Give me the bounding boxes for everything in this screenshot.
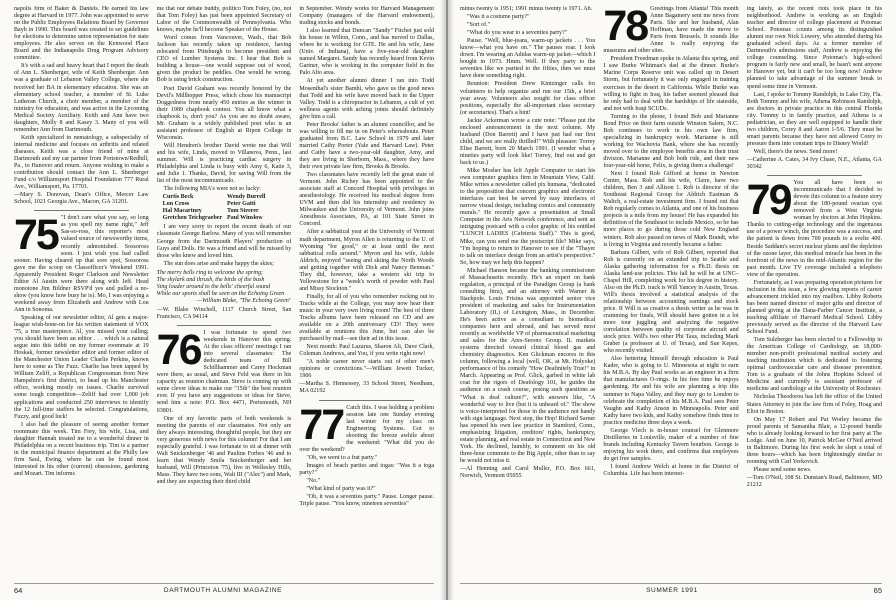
column-4 [460,6,595,578]
page-number-left: 64 [14,586,23,595]
signature: —Catherine A. Cates, 34 Ivy Chase, N.E., Atlanta, GA 30342 [746,156,882,171]
paragraph: Speaking of our newsletter editor, Al gets a major-league wish-bone-on for his written statement of VOX '75, a true masterpiece. Al, you missed your calling; you should have been an editor . . . which is a natural segue into this tidbit on my former roommate at 19 Hoskak, former newsletter editor and former editor of the Manchester Union Leader Charlie Perkins, known here to some as The Fuzz. Charlie has been tapped by William Zeliff, a Republican Congressman from New Hampshire's first district, to head up his Manchester office, working mostly on issues. Charlie survived some tough competition—Zeliff had over 1,000 job applications and conducted 250 interviews to identify the 12 full-time staffers he selected. Congratulations, Fuzzy, and good luck! [14,314,149,420]
paragraph: Tom Sulzberger has been elected to a Fellowship in the American College of Cardiology, an 18,000-member non-profit professional medical society and teaching institution which is dedicated to fostering optimal cardiovascular care and disease prevention. Tom is a graduate of the Johns Hopkins School of Medicine and currently is assistant professor of medicine and cardiology at the University of Rochester. [746,337,882,393]
paragraph: Barbara Gilbert, wife of Rob Gilbert, reported that Rob is currently on an extended trip to Seattle and Alaska gathering information for a Ph.D. thesis on Alaska land-use policies. This fall he will be at UNC–Chapel Hill, completing work for his degree in history. Also on the Ph.D. track is Will Yancey in Austin, Texas. Will's thesis involved a statistical analysis of the relationship between accounting earnings and stock price. If Will is as creative a thesis writer as he was in cramming for finals, Will should have gotten in a lot more tour juggling and analyzing the negative correlation between quality of corporate aircraft and stock price. Will's two other Phi Taus, including Mark Graber (a professor at U. of Texas), and Sue Kepes, who recently visited. [603,249,739,355]
paragraph: "Sort of." [467,22,491,29]
verse-credit: —William Blake, "The Echoing Green" [196,297,292,304]
paragraph: Nicholas Theodorou has left the office of the United States Attorney to join the law firm of Foley, Hoag and Eliot in Boston. [746,394,882,415]
paragraph: napolis firm of Baker & Daniels. He earned his law degree at Harvard in 1977. John was appointed to serve on the Public Employees Relations Board by Governor Bayh in 1990. This board was created to set guidelines for elections to determine union representation for state employees. He also serves on the Kenwood Place Board and the Indianapolis Drug Program Advisory committee. [14,6,149,62]
verse-line: The merry bells ring to welcome the spring; [156,269,263,276]
paragraph: George Vlech is in-house counsel for Glenmore Distilleries in Louisville, maker of a number of fine brands including Kentucky Tavern bourbon. George is enjoying his work there, and confirms that employees do get free samples. [603,427,739,462]
signature: —W. Blake Winchell, 1117 Church Street, San Francisco, CA 94114 [156,306,292,320]
mia-name: Gretchen Teichgraeber [162,215,223,222]
column-1 [14,6,149,578]
mia-name: Hal Macartney [162,208,202,215]
paragraph: I am very sorry to report the recent death of our classmate George Barlow. Many of you will remember George from the Dartmouth Players' production of Guys and Dolls. He was a friend and will be missed by those who knew and loved him. [156,224,292,259]
paragraph: minus twenty is 1951; 1991 minus twenty is 1971. Ah. [460,6,593,12]
footer-rule [460,583,882,584]
gutter-shadow [440,0,446,600]
paragraph: At yet another alumni dinner I ran into Todd Mosenthal's sister Bambi, who gave us the good news that Todd and his wife have moved back to the Upper Valley. Todd is a chiropractor in Lebanon, a cult of yet wellness agents with aching joints should definitely give him a call. [299,78,435,120]
paragraph: Poet David Graham was recently honored by the Devil's Millhopper Press, which chose his manuscript Doggedness from nearly 450 entries as the winner in their 1989 chapbook contest. You all know what a chapbook is, don't you? As you are no doubt aware, Mr. Graham is a widely published poet who is an assistant professor of English at Ripon College in Wisconsin. [156,85,292,141]
verse-line: Sing louder around to the bells' cheerful sound [156,283,271,290]
signature: —Tom O'Neil, 108 St. Dunstan's Road, Baltimore, MD 21212 [746,475,882,489]
paragraph: Two classmates have recently left the great state of Vermont. John Richey has been appointed to the associate staff at Concord Hospital with privileges in anesthesiology. He received his medical degree from UVM and then did his internship and residency in Milwaukee and the University of Vermont. John joins Anesthesia Associates, PA, at 101 State Street in Concord. [299,172,435,228]
paragraph: Turning to the phone, I found Bob and Marianne Bond Price on their farm outside Winston Salem, N.C. Bob continues to work in his own law firm, specializing in bankruptcy work. Marianne is still working for Wachovia Bank, where she has recently moved over to the employee benefits area in their trust division. Marianne and Bob both ride, and their new four-year-old horse, Felix, is giving them a challenge! [603,113,739,170]
paragraph: in September. Wendy works for Harvard Management Company (managers of the Harvard endowment), trading stocks and bonds. [299,6,435,27]
class-number-77: 77 [299,400,344,449]
paragraph: Well, there's the news. Send more! [753,148,838,155]
paragraph: Greetings from Atlanta! This month Anne Bagamery sent me news from Paris. She and her husband, Alan Hoffman, have made the move to Paris from Brussels. It sounds like Anne is really enjoying the museums and other sites. [603,6,739,55]
paragraph: "No." [306,478,321,484]
column-2 [157,6,292,578]
paragraph: Reunion: President Drew Kintzinger calls for volunteers to help organize and run our 15th, a brief year away. Volunteers also sought for class officer positions, especially the all-important class secretary (or secretaries). That's a hint! [460,81,596,116]
paragraph: Pause. "Well, blue-jeans, warm-up jackets . . . You know—what you have on." The pauses roar. I look down. I'm wearing an Adidas warm-up jacket—which I bought in 1973. Hmm. Well. If they party to the seventies like we partied to the fifties, then we must have done something right. [460,38,596,80]
class-number-75: 75 [14,211,58,260]
mia-name: Peter Gatti [227,201,256,208]
paragraph: Fortunately, as I was preparing operation pictures for inclusion in this issue, a few glowing reports of career advancement trickled into my mailbox. Libby Roberts has been named director of major gifts and director of planned giving at the Dana-Farber Cancer Institute, a teaching affiliate of Harvard Medical School. Libby previously served as the director of the Harvard Law School Fund. [746,279,882,336]
signature: —Martha S. Hennessey, 33 School Street, Needham, MA 02192 [299,381,435,395]
paragraph: The following MIA's were not so lucky: [163,186,261,193]
poem-verse [157,270,292,305]
paragraph: "Oh, we went to a frat party." [306,454,378,461]
paragraph: Next I found Rob Gifford at home in Newton Center, Mass. Rob and his wife, Claire, have two children, Ben 3 and Allison 1. Rob is director of the Southeast Regional Group for Aldrich Eastman & Waltch, a real-estate investment firm. I found out that Rob regularly comes to Atlanta, and one of his business projects is a mile from my house! He has expanded his definition of the Southeast to include Mexico, so he has more places to go during those cold New England winters. Rob also passed on news of Mark Brandt, who is living in Virginia and recently became a father. [603,171,739,248]
column-3 [299,6,434,578]
paragraph: Will Hendren's brother David wrote me that Will and his wife, Linda, moved to Villanova, Penn., last summer. Will is practicing cardiac surgery in Philadelphia and Linda is busy with Amy 6, Katie 3, and Julie 1. Thanks, David, for saving Will from the list of the most incommunicado. [156,142,292,185]
page-number-right: 65 [873,586,882,595]
paragraph: Next month: Paul Lazarus, Sharon Ali, Dave Clark, Coleman Andrews, and You, if you write right now! [299,344,435,358]
paragraph: One of my favorite parts of both weekends is meeting the parents of our classmates. Not only are they always interesting, thoughtful people, but they are very generous with news for this column! For that I am especially grateful. I was fortunate to sit at dinner with Walt Snickenberger '46 and Pauline Forbes '46 and to learn that Wendy Smila Snickenberger and her husband, Will (Princeton '75), live in Wellesley Hills, Mass. They have two sons, Walt III ("Alec") and Mark, and they are expecting their third child [156,415,292,485]
left-page [0,0,446,600]
class-number-78: 78 [603,6,648,50]
paragraph: You all have been so incommunicado that I decided to devote this column to a feature story about the 180-pound ovarian cyst removed from a West Virginia woman by doctors at John Hopkins. Thanks to cutting-edge technology and the ingenuous use of a power winch, the procedure was a success, and the patient is down from 700 pounds to a svelte 400. Beside Saddam's secret nuclear plants and the depletion of the ozone layer, this medical miracle has been in the forefront of the news in the mid-Atlantic region for the past month. Live TV coverage included a telephoto view of the operation. [746,180,882,278]
paragraph: Mike Mosher has left Apple Computer to start his own computer graphics firm in Mountain View, Calif. Mike writes a newsletter called pix humana, "dedicated to the proposition that concern graphics and electronic interfaces can best be served by easy interfaces of narrow visual design, including comics and community murals." He recently gave a presentation at Small Computer in the Arts Network conference, and sent an intriguing postcard with a color graphic of his entitled "LUNCH LADIES (Cafeteria Staff)." This is good, Mike, can you send me the postscript file? Mike says, "I'm hoping to return to Hanover to see if the "Thayer to talk on interface design from an artist's perspective." So, how may we help this happen? [460,168,596,266]
paragraph: "I don't care what you say, so long as you spell my name right," Jeff Sas-so-ross, this reporter's most valued source of newsworthy items, recently admonished. Sossoross soon. I just wish you had called sooner. Having cleared up that sore spot, Sossoross gave me the scoop on Classofficer's Weekend 1991. Apparently President Roger Clarkson and Newsletter Editor Al Austin were there along with Jeff. Head monotone Jim Bildner RSVP'd yes and pulled a no-show (you know how busy he is). Mo, I was enjoying a weekend away from Elizabeth and Andrew with Lou Ann in Sonoma. [14,215,149,313]
right-page [448,0,896,600]
gutter-shadow [448,0,454,600]
verse-line: While our sports shall be seen on the Echoing Green [156,290,285,297]
paragraph: Last, I spoke to Tommy Randolph, in Lake City, Fla. Both Tommy and his wife, Athena Robinson Randolph, are doctors in private practice in this central Florida city. Tommy is in family practice, and Athena is a pediatrician, so they are well equipped to handle their two children, Corey 8 and Aaron 1-5/6. They must be smart parents because they have not allowed Corey to pressure them into constant trips to Disney World! [746,91,882,147]
paragraph: After a sabbatical year at the University of Vermont math department, Myron Allen is returning to the U. of Wyoming "for good," or at least until the next sabbatical rolls around." Myron and his wife, Adele Aldrich, enjoyed "seeing and skiing the North Woods and getting together with Dick and Nancy Benman." They did, however, take a western ski trip to Yellowstone for a "week's worth of powder with Paul and Missy Stockton." [299,229,435,292]
paragraph: Also bettering himself through education is Paul Kader, who is going to U. Minnesota at night to earn his M.B.A. By day Paul works as an engineer in a firm that manufactures O-rings. In his free time he enjoys gardening. He and his wife are planning a trip this summer to Napa Valley, and they may go to London to celebrate the completion of his M.B.A. Paul sees Peter Vaughn and Kathy Anson in Minneapolis. Peter and Kathy have two kids, and Kathy somehow finds time to practice medicine three days a week. [603,356,739,426]
column-5 [603,6,738,578]
mia-name: Paul Winslow [227,215,263,222]
mia-name: Tom Steerer [227,208,259,215]
paragraph: Word comes from Vancouver, Wash., that Bob Jackson has recently taken up residence, having relocated from Pittsburgh to become president and CEO of Lumber Systems Inc. I hear that Bob is building a house—one would suppose out of wood, given the product he peddles. One would be wrong. Bob is using brick construction. [156,35,292,84]
paragraph: Images of beach parties and togas: "Was it a toga party?" [299,462,435,476]
running-title-left: DARTMOUTH ALUMNI MAGAZINE [163,587,283,594]
paragraph: "Oh, it was a seventies party." Pause. Longer pause. Triple pause. "You know, nineteen seventies" [299,494,435,508]
paragraph: President Freedman spoke in Atlanta this spring, and I saw Burke Whitman's dad at the dinner. Burke's Marine Corps Reserve unit was called up in Desert Storm, but fortunately it was only engaged in training exercises in the desert in California. While Burke was willing to fight in Iraq, his father seemed pleased that he only had to deal with the hardships of life stateside, and not with Iraqi SCUDs. [603,56,739,112]
paragraph: I found Andrew Welch at home in the District of Columbia. Life has been interest- [603,464,739,478]
class-number-79: 79 [746,176,791,225]
mia-list [163,194,292,222]
verse-line: The skylark and thrush, the birds of the bush [156,276,265,283]
paragraph: Finally, for all of you who remember rocking out to Tracks while at the College, you may now hear their music in your very own living room! The best of three Tracks albums have been released on CD and are available on a 20th anniversary CD! They were available at reunions this June, but can also be purchased by mail—see their ad in this issue. [299,293,435,343]
paragraph: "What do you wear to a seventies party?" [467,30,568,37]
paragraph: On May 17 Robert and Pat Worley became the proud parents of Samantha Blair, a 12-pound bundle who is already looking forward to her first party at The Lodge. And on June 10, Patrick McGee O'Neil arrived in Baltimore. During his first week he slept a total of three hours—which has been frighteningly similar to rooming with Carl Yerkovich. [746,416,882,465]
paragraph: "A noble career never starts out of other men's opinions or convictions."—William Jewett Tucker, 1906 [299,359,435,380]
paragraph: Please send some news. [753,466,812,473]
class-number-76: 76 [156,326,201,375]
paragraph: Jackie Ackerman wrote a cute note: "Please put the enclosed announcement in the next column. My husband (Don Barrett) and I have just had our first child, and we are really thrilled!" With pleasure: Torrey Elise Barrett, born 20 March 1991. (I wonder what a nineties party will look like! Torrey, find out and get back to us.) [460,117,596,166]
paragraph: I was fortunate to spend two weekends in Hanover this spring. At the class officers' meetings I ran into several classmates: The dedicated team of Bill Schillhammer and Carey Hockman were there, as usual, and Steve Feld was there in his capacity as reunion chairman. Steve is coming up with some clever ideas to make our "15th" the best reunion ever. If you have any suggestions or ideas for Steve, send him a note: P.O. Box 4471, Portsmouth, NH 03801. [156,330,292,414]
paragraph: I also learned that Duncan "Sandy" Fitchet just sold his house in Wilton, Conn., and has moved to Dallas, where he is working for GTE. He and his wife, Jane (Univ. of Indiana), have a five-year-old daughter named Margaret. Sandy has recently heard from Kevin Gartner, who is working in the computer field in the Palo Alto area. [299,28,435,77]
paragraph: me that our debate buddy, politico Tom Foley, (no, not that Tom Foley) has just been appointed Secretary of Labor of the Commonwealth of Pennsylvania. Who knows, maybe he'll become Speaker of the House. [156,6,292,34]
paragraph: I also had the pleasure of seeing another former roommate this week. Tim Frey, his wife, Lisa, and daughter Hannah treated me to a wonderful dinner in Philadelphia on a recent business trip. Tim is a partner in the municipal finance department at the Philly law firm Saul, Ewing, where he can be found most interested in his other (current) obsessions, gardening and Mozart. Tim informs [14,421,149,477]
paragraph: Peter Brooks' father is an alumni councillor, and he was willing to fill me in on Peter's whereabouts. Peter graduated from B.C. Law School in 1979 and later married Cathy Porter (Yale and Harvard Law). Peter and Cathy have a two-year-old daughter, Amy, and they are living in Sherborn, Mass., where they have their own private law firm, Brooks & Brooks. [299,121,435,171]
signature: —Mary S. Donovan, Dean's Office, Mercer Law School, 1021 Georgia Ave., Macon, GA 31201. [14,192,149,206]
paragraph: Michael Hanson became the banking commissioner of Massachusetts recently. He's an expert on bank regulation, a principal of the Paradigm Group (a bank consulting firm), and an attorney with Warner & Stackpole. Louis Frisina was appointed senior vice president of marketing and sales for Instrumentation Laboratory (IL) of Lexington, Mass., in December. He's been active as a consultant to biomedical companies here and abroad, and has served most recently as worldwide VP of pharmaceutical marketing and sales for the Ares-Serono Group. IL markets systems directed toward clinical blood gas and chemistry diagnostics. Ken Glickman encores in this column, following a local (well, OK, at Mt. Holyoke) performance of his comedy "How Deafinitely True!" in March. Appearing as Prof. Glick, garbed in white lab coat for the rigors of Deafology 101, he guides the audience on a crash course, posing such questions as "What is deaf culture?", with answers like, "A wonderful way to live (but it is unheard of." The show is voice-interpreted for those in the audience not handy with sign language. Next stop, the Hop! Richard Sarner has opened his own law practice in Stamford, Conn., emphasizing litigation, creditors' rights, bankruptcy, estate planning, and real estate in Connecticut and New York. He declined, humbly, to comment on his old three-hour commute to the Big Apple, other than to say he would not miss it. [460,267,596,464]
mia-name: Wendy Burrell [227,194,266,201]
paragraph: Keith specialized in nematology, a subspecialty of internal medicine and focuses on arthritis and related diseases. Keith was a close friend of mine at Dartmouth and my car partner from Portstown/Redhill, Pa., to Hanover and return. Anyone wishing to make a contribution should contact the Ann L. Shenberger Fund c/o Williamsport Hospital Foundation 777 Rural Ave., Williamsport, Pa. 17701. [14,134,149,191]
column-6 [747,6,882,578]
footer-rule [14,583,434,584]
running-title-right: SUMMER 1991 [646,587,698,594]
signature: —Al Henning and Carol Muller, P.O. Box 661, Norwich, Vermont 05055 [460,466,596,480]
paragraph: ing lately, as the recent riots took place in his neighborhood. Andrew is working as an English teacher and director of college placement at Potomac School. Potomac counts among its distinguished alumni our own Nick Lowery, who attended during his graduated school days. As a former member of Dartmouth's admissions staff, Andrew is enjoying the college counseling. Since Potomac's high-school program is fairly new and small, he hasn't sent anyone to Hanover yet, but it can't be too long now! Andrew planned to take advantage of the summer break to spend some time in Vermont. [746,6,882,90]
paragraph: It's with a sad and heavy heart that I report the death of Ann L. Shenberger, wife of Keith Shenberger. Ann was a graduate of Lebanon Valley College, where she received her BA in elementary education. She was an elementary school teacher, a member of St. Luke Lutheran Church, a choir member, a member of the ministry for education, and was active in the Lycoming Medical Society Auxiliary. Keith and Ann have two daughters, Molly 8 and Kasey 3. Many of you will remember Ann from Dartmouth. [14,63,149,133]
mia-name: Lon Cross [162,201,190,208]
paragraph: "What kind of party was it?" [306,486,376,493]
paragraph: Catch this. I was holding a problem session late one Sunday evening last winter for my class on Engineering Systems. Got to shooting the breeze awhile about the weekend: "What did you do over the weekend? [299,404,435,453]
paragraph: "Was it a costume party?" [467,14,530,21]
mia-name: Curtis Beck [162,194,194,201]
paragraph: The sun does arise and make happy the skies; [163,260,274,267]
